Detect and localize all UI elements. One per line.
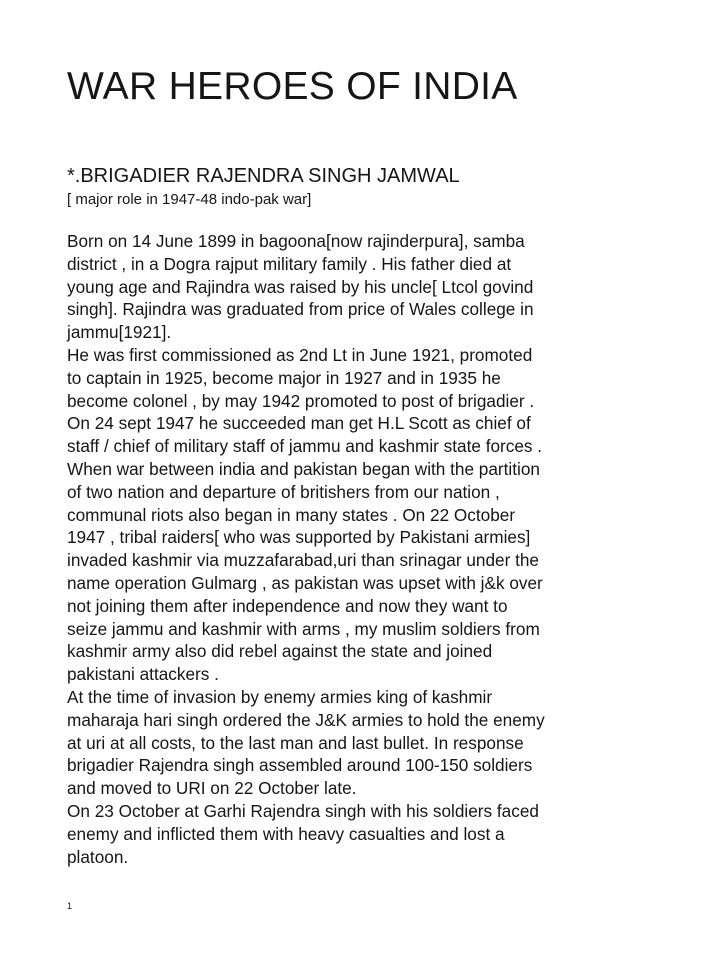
body-line: invaded kashmir via muzzafarabad,uri than srinagar under the (67, 550, 539, 571)
body-line: When war between india and pakistan began with the partition (67, 458, 540, 479)
section-heading: *.BRIGADIER RAJENDRA SINGH JAMWAL (67, 165, 460, 187)
body-line: communal riots also began in many states . On 22 October (67, 504, 516, 525)
body-line: singh]. Rajindra was graduated from price of Wales college in (67, 299, 534, 320)
body-line: at uri at all costs, to the last man and last bullet. In response (67, 732, 524, 753)
body-line: maharaja hari singh ordered the J&K armies to hold the enemy (67, 709, 545, 730)
body-line: and moved to URI on 22 October late. (67, 778, 357, 799)
body-line: On 24 sept 1947 he succeeded man get H.L Scott as chief of (67, 413, 531, 434)
body-line: not joining them after independence and now they want to (67, 595, 508, 616)
body-line: kashmir army also did rebel against the state and joined (67, 641, 493, 662)
body-line: He was first commissioned as 2nd Lt in June 1921, promoted (67, 344, 533, 365)
body-line: pakistani attackers . (67, 664, 219, 685)
body-line: district , in a Dogra rajput military family . His father died at (67, 253, 512, 274)
body-line: platoon. (67, 846, 129, 867)
body-line: name operation Gulmarg , as pakistan was upset with j&k over (67, 572, 543, 593)
body-line: young age and Rajindra was raised by his uncle[ Ltcol govind (67, 276, 534, 297)
body-line: staff / chief of military staff of jammu and kashmir state forces . (67, 436, 543, 457)
body-line: jammu[1921]. (67, 322, 172, 343)
body-line: enemy and inflicted them with heavy casualties and lost a (67, 823, 505, 844)
body-line: brigadier Rajendra singh assembled around 100-150 soldiers (67, 755, 533, 776)
body-line: of two nation and departure of britishers from our nation , (67, 481, 500, 502)
body-line: 1947 , tribal raiders[ who was supported by Pakistani armies] (67, 527, 531, 548)
body-line: Born on 14 June 1899 in bagoona[now rajinderpura], samba (67, 231, 525, 251)
section-note: [ major role in 1947-48 indo-pak war] (67, 191, 312, 208)
body-line: seize jammu and kashmir with arms , my muslim soldiers from (67, 618, 540, 639)
body-line: become colonel , by may 1942 promoted to post of brigadier . (67, 390, 535, 411)
body-line: At the time of invasion by enemy armies king of kashmir (67, 686, 493, 707)
page-number: 1 (67, 901, 73, 911)
body-line: to captain in 1925, become major in 1927 and in 1935 he (67, 367, 501, 388)
document-title: WAR HEROES OF INDIA (67, 65, 518, 108)
body-paragraphs (67, 230, 687, 868)
body-line: On 23 October at Garhi Rajendra singh with his soldiers faced (67, 800, 539, 821)
